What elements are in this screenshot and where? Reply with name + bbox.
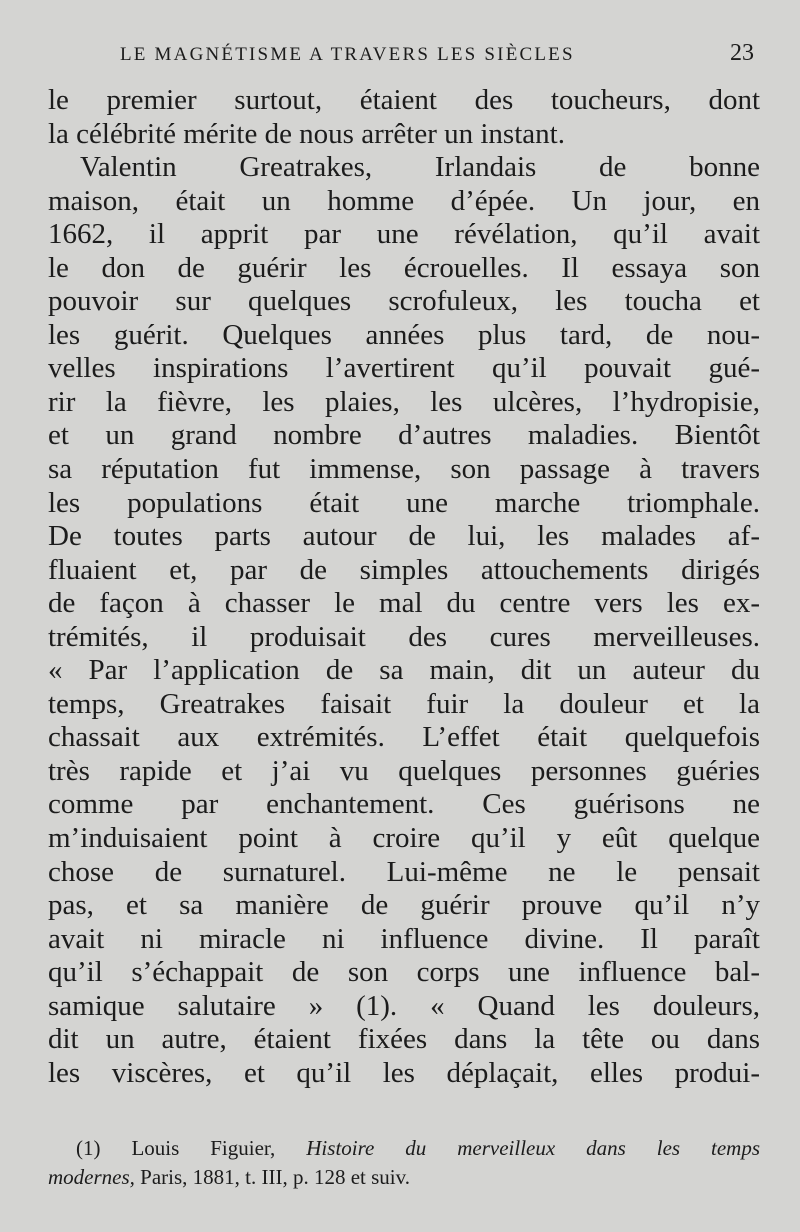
body-text — [48, 84, 760, 1090]
footnote-line — [48, 1163, 760, 1192]
text-line: avait ni miracle ni influence divine. Il paraît — [48, 922, 760, 955]
text-line: De toutes parts autour de lui, les malades af- — [48, 520, 760, 553]
footnote-marker: (1) — [76, 1136, 101, 1160]
text-line: trémités, il produisait des cures merveilleuses. — [48, 620, 760, 653]
text-line: chassait aux extrémités. L’effet était quelquefois — [48, 721, 760, 754]
running-title: LE MAGNÉTISME A TRAVERS LES SIÈCLES — [120, 44, 575, 65]
text-line: samique salutaire » (1). « Quand les douleurs, — [48, 989, 760, 1022]
text-line: fluaient et, par de simples attouchements dirigés — [48, 553, 760, 586]
footnote-line — [48, 1134, 760, 1163]
text-line: le premier surtout, étaient des toucheurs, dont — [48, 84, 760, 116]
text-line: « Par l’application de sa main, dit un auteur du — [48, 654, 760, 687]
footnote-reference: Paris, 1881, t. III, p. 128 et suiv. — [140, 1165, 411, 1189]
text-line: les viscères, et qu’il les déplaçait, elles produi- — [48, 1056, 760, 1089]
text-line: les guérit. Quelques années plus tard, de nou- — [48, 318, 760, 351]
running-head — [120, 40, 760, 70]
text-line: pas, et sa manière de guérir prouve qu’il n’y — [48, 889, 760, 922]
text-line: chose de surnaturel. Lui-même ne le pensait — [48, 855, 760, 888]
text-line: Valentin Greatrakes, Irlandais de bonne — [80, 151, 760, 184]
footnote-author: Louis Figuier, — [131, 1136, 276, 1160]
text-line: maison, était un homme d’épée. Un jour, en — [48, 184, 760, 217]
text-line: de façon à chasser le mal du centre vers les ex- — [48, 587, 760, 620]
text-line: temps, Greatrakes faisait fuir la douleur et la — [48, 687, 760, 720]
footnote — [48, 1134, 760, 1192]
text-line: très rapide et j’ai vu quelques personnes guéries — [48, 754, 760, 787]
text-line: qu’il s’échappait de son corps une influence bal- — [48, 956, 760, 989]
footnote-title-continued: modernes, — [48, 1165, 135, 1189]
text-line: sa réputation fut immense, son passage à travers — [48, 453, 760, 486]
text-line: velles inspirations l’avertirent qu’il pouvait gué- — [48, 352, 760, 385]
text-line: 1662, il apprit par une révélation, qu’il avait — [48, 218, 760, 251]
text-line: et un grand nombre d’autres maladies. Bientôt — [48, 419, 760, 452]
text-line: m’induisaient point à croire qu’il y eût quelque — [48, 822, 760, 855]
text-line: rir la fièvre, les plaies, les ulcères, l’hydropisie, — [48, 385, 760, 418]
text-line: dit un autre, étaient fixées dans la tête ou dans — [48, 1023, 760, 1056]
text-line: la célébrité mérite de nous arrêter un instant. — [48, 117, 565, 150]
text-line: les populations était une marche triomphale. — [48, 486, 760, 519]
page-number: 23 — [730, 40, 754, 66]
text-line: comme par enchantement. Ces guérisons ne — [48, 788, 760, 821]
text-line: le don de guérir les écrouelles. Il essaya son — [48, 251, 760, 284]
footnote-title: Histoire du merveilleux dans les temps — [306, 1136, 761, 1160]
text-line: pouvoir sur quelques scrofuleux, les toucha et — [48, 285, 760, 318]
